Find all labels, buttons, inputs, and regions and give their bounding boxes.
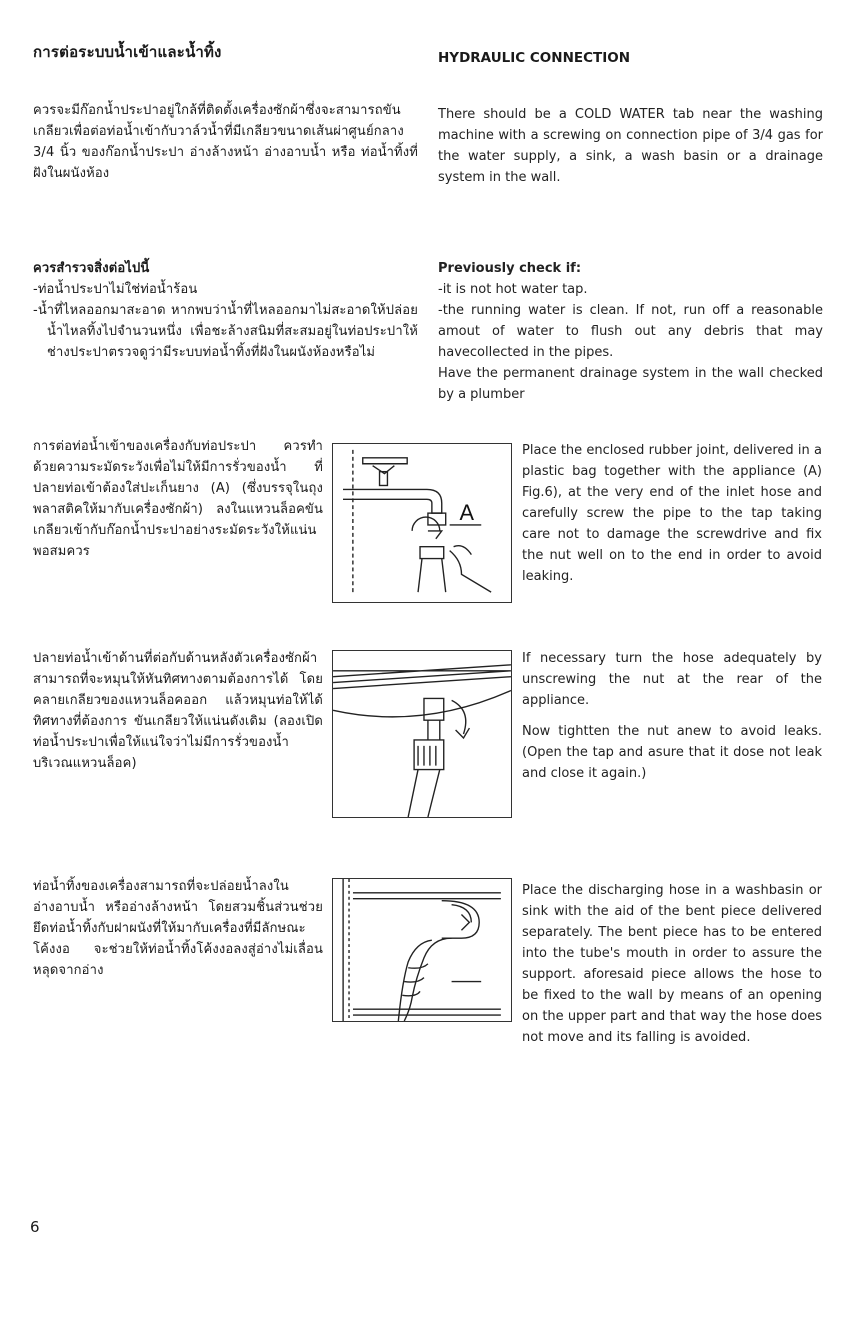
tap-illustration bbox=[333, 444, 511, 602]
thai-check-item-2: -น้ำที่ไหลออกมาสะอาด หากพบว่าน้ำที่ไหลออกมาไม่สะอาดให้ปล่อยน้ำไหลทิ้งไปจำนวนหนึ่ง เพื่อชะล้างสนิมที่สะสมอยู่ในท่อประปาให้ช่างประปาตรวจดูว่ามีระบบท่อน้ำทิ้งที่ฝังในผนังห้องหรือไม่ bbox=[33, 303, 418, 360]
hose-nut-illustration bbox=[333, 651, 511, 817]
english-step-2b-paragraph: Now tightten the nut anew to avoid leaks. (Open the tap and asure that it dose not leak and close it again.) bbox=[522, 724, 822, 781]
thai-check-item-1: -ท่อน้ำประปาไม่ใช่ท่อน้ำร้อน bbox=[33, 282, 198, 297]
thai-step-3-paragraph: ท่อน้ำทิ้งของเครื่องสามารถที่จะปล่อยน้ำลงในอ่างอาบน้ำ หรืออ่างล้างหน้า โดยสวมชิ้นส่วนช่วยยึดท่อน้ำทิ้งกับฝาผนังที่ให้มากับเครื่องที่มีลักษณะโค้งงอ จะช่วยให้ท่อน้ำทิ้งโค้งงอลงสู่อ่างไม่เลื่อนหลุดจากอ่าง bbox=[33, 879, 323, 978]
english-check-item-2: -the running water is clean. If not, run off a reasonable amout of water to flush out any debris that may havecollected in the pipes. bbox=[438, 303, 823, 360]
page-number: 6 bbox=[30, 1218, 40, 1236]
thai-section-title: การต่อระบบน้ำเข้าและน้ำทิ้ง bbox=[33, 43, 222, 61]
thai-check-heading: ควรสำรวจสิ่งต่อไปนี้ bbox=[33, 261, 150, 276]
hose-rear-nut-figure bbox=[332, 650, 512, 818]
english-section-title: HYDRAULIC CONNECTION bbox=[438, 50, 631, 66]
discharge-hose-illustration bbox=[333, 879, 511, 1021]
thai-intro-paragraph: ควรจะมีก๊อกน้ำประปาอยู่ใกล้ที่ติดตั้งเครื่องซักผ้าซึ่งจะสามารถขันเกลียวเพื่อต่อท่อน้ำเข้ากับวาล์วน้ำที่มีเกลียวขนาดเส้นผ่าศูนย์กลาง 3/4 นิ้ว ของก๊อกน้ำประปา อ่างล้างหน้า อ่างอาบน้ำ หรือ ท่อน้ำทิ้งที่ฝังในผนังห้อง bbox=[33, 103, 418, 181]
thai-step-2-paragraph: ปลายท่อน้ำเข้าด้านที่ต่อกับด้านหลังตัวเครื่องซักผ้าสามารถที่จะหมุนให้หันทิศทางตามต้องการได้ โดยคลายเกลียวของแหวนล็อคออก แล้วหมุนท่อให้ได้ทิศทางที่ต้องการ ขันเกลียวให้แน่นดังเดิม (ลองเปิดท่อน้ำประปาเพื่อให้แน่ใจว่าไม่มีการรั่วของน้ำบริเวณแหวนล็อค) bbox=[33, 651, 323, 771]
discharge-hose-figure bbox=[332, 878, 512, 1022]
english-check-heading: Previously check if: bbox=[438, 261, 582, 276]
thai-step-1-paragraph: การต่อท่อน้ำเข้าของเครื่องกับท่อประปา ควรทำด้วยความระมัดระวังเพื่อไม่ให้มีการรั่วของน้ำ ที่ปลายท่อเข้าต้องใส่ปะเก็นยาง (A) (ซึ่งบรรจุในถุงพลาสติคให้มากับเครื่องซักผ้า) ลงในแหวนล็อคขันเกลียวเข้ากับก๊อกน้ำประปาอย่างระมัดระวังให้แน่นพอสมควร bbox=[33, 439, 323, 559]
english-step-3-paragraph: Place the discharging hose in a washbasin or sink with the aid of the bent piece delivered separately. The bent piece has to be entered into the tube's mouth in order to assure the support. aforesaid piece allows the hose to be fixed to the wall by means of an opening on the upper part and that way the hose does not move and its falling is avoided. bbox=[522, 883, 822, 1045]
english-step-2-block bbox=[522, 648, 822, 784]
english-step-1-paragraph: Place the enclosed rubber joint, delivered in a plastic bag together with the appliance (A) Fig.6), at the very end of the inlet hose and carefully screw the pipe to the tap taking care not to damage the screwdrive and fix the nut well on to the end in order to avoid leaking. bbox=[522, 443, 822, 584]
english-check-item-1: -it is not hot water tap. bbox=[438, 282, 588, 297]
figure-callout-label: A bbox=[459, 500, 475, 526]
english-check-list bbox=[438, 258, 823, 405]
english-step-2a-paragraph: If necessary turn the hose adequately by unscrewing the nut at the rear of the appliance. bbox=[522, 651, 822, 708]
english-check-item-3: Have the permanent drainage system in the wall checked by a plumber bbox=[438, 366, 823, 402]
english-intro-paragraph: There should be a COLD WATER tab near the washing machine with a screwing on connection pipe of 3/4 gas for the water supply, a sink, a wash basin or a drainage system in the wall. bbox=[438, 107, 823, 185]
thai-check-list bbox=[33, 258, 418, 363]
inlet-hose-tap-figure bbox=[332, 443, 512, 603]
